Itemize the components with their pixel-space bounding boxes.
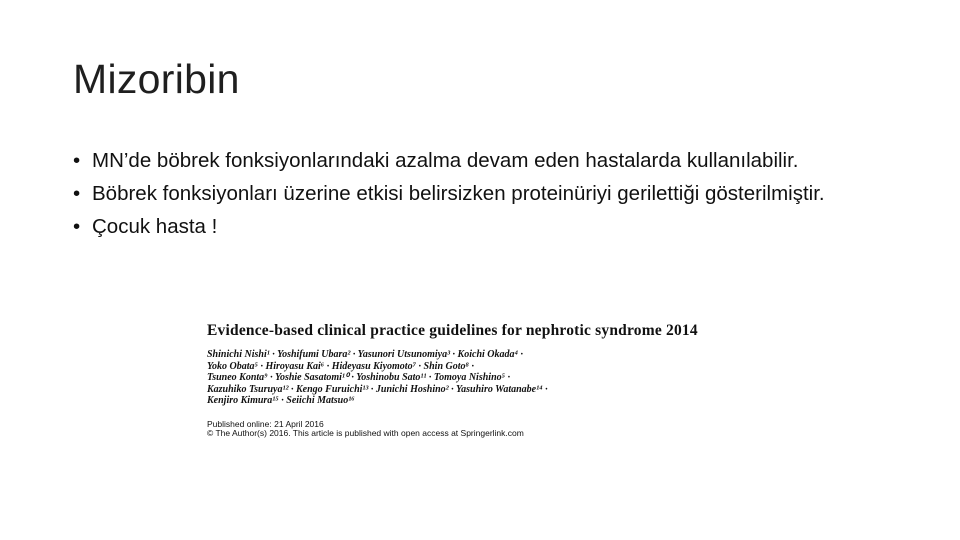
bullet-text: Çocuk hasta ! xyxy=(92,215,218,238)
paper-title: Evidence-based clinical practice guidelines for nephrotic syndrome 2014 xyxy=(207,322,698,339)
bullet-marker: • xyxy=(73,182,81,205)
bullet-text: MN’de böbrek fonksiyonlarındaki azalma devam eden hastalarda kullanılabilir. xyxy=(92,149,799,172)
author-line: Yoko Obata⁵ · Hiroyasu Kai⁶ · Hideyasu Kiyomoto⁷ · Shin Goto⁸ · xyxy=(207,360,474,372)
bullet-text: Böbrek fonksiyonları üzerine etkisi belirsizken proteinüriyi gerilettiği gösterilmiştir. xyxy=(92,182,825,205)
author-line: Kenjiro Kimura¹⁵ · Seiichi Matsuo¹⁶ xyxy=(207,395,355,406)
bullet-marker: • xyxy=(73,149,81,172)
copyright-line: © The Author(s) 2016. This article is published with open access at Springerlink.com xyxy=(207,428,524,438)
paper-authors xyxy=(207,349,707,407)
author-line: Tsuneo Konta⁹ · Yoshie Sasatomi¹⁰ · Yoshinobu Sato¹¹ · Tomoya Nishino⁵ · xyxy=(207,372,511,383)
author-line: Kazuhiko Tsuruya¹² · Kengo Furuichi¹³ · Junichi Hoshino² · Yasuhiro Watanabe¹⁴ · xyxy=(207,383,548,395)
publication-info xyxy=(207,420,707,439)
bullet-list xyxy=(73,148,833,247)
paper-citation-image xyxy=(207,322,707,467)
bullet-item xyxy=(73,148,833,173)
bullet-item xyxy=(73,181,833,206)
slide-title: Mizoribin xyxy=(73,56,240,102)
bullet-marker: • xyxy=(73,215,81,238)
published-date: Published online: 21 April 2016 xyxy=(207,418,324,429)
bullet-item xyxy=(73,214,833,239)
author-line: Shinichi Nishi¹ · Yoshifumi Ubara² · Yasunori Utsunomiya³ · Koichi Okada⁴ · xyxy=(207,349,523,360)
